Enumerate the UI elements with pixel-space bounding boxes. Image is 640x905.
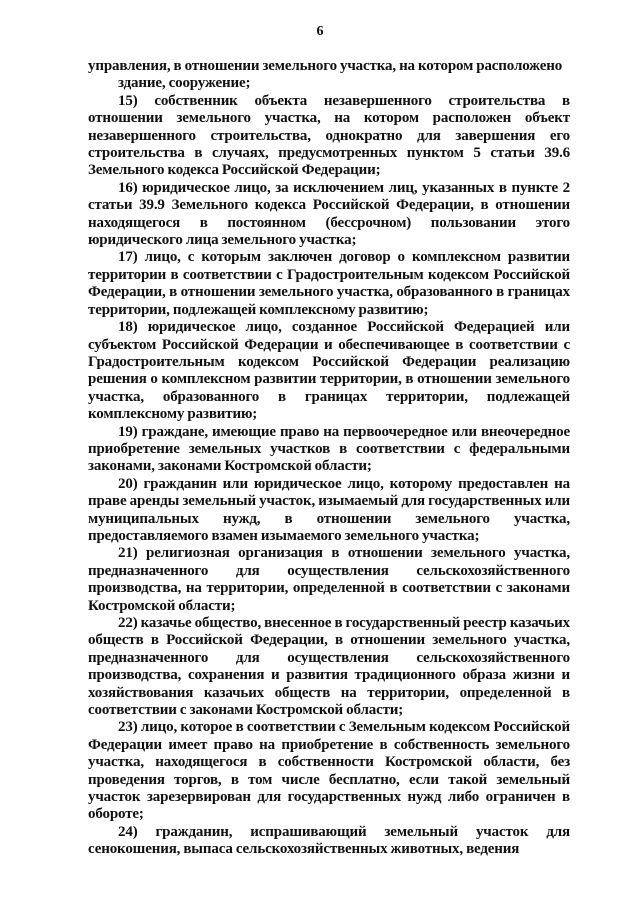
paragraph-item-18: 18) юридическое лицо, созданное Российской Федерацией или субъектом Российской Федерации и обеспечивающее в соответствии с Градостроительным кодексом Российской Федерации реализацию решения о комплексном развитии территории, в отношении земельного участка, образованного в границах территории, подлежащей комплексному развитию; (88, 319, 570, 423)
paragraph-item-23: 23) лицо, которое в соответствии с Земельным кодексом Российской Федерации имеет право на приобретение в собственность земельного участка, находящегося в собственности Костромской области, без проведения торгов, в том числе бесплатно, если такой земельный участок зарезервирован для государственных нужд либо ограничен в обороте; (88, 719, 570, 823)
paragraph-item-21: 21) религиозная организация в отношении земельного участка, предназначенного для осуществления сельскохозяйственного производства, на территории, определенной в соответствии с законами Костромской области; (88, 545, 570, 614)
paragraph-item-16: 16) юридическое лицо, за исключением лиц, указанных в пункте 2 статьи 39.9 Земельного кодекса Российской Федерации, в отношении находящегося в постоянном (бессрочном) пользовании этого юридического лица земельного участка; (88, 179, 570, 249)
paragraph-item-22: 22) казачье общество, внесенное в государственный реестр казачьих обществ в Российской Федерации, в отношении земельного участка, предназначенного для осуществления сельскохозяйственного производства, сохранения и развития традиционного образа жизни и хозяйствования казачьих обществ на территории, определенной в соответствии с законами Костромской области; (88, 615, 570, 719)
paragraph-continuation (88, 58, 570, 93)
paragraph-item-17: 17) лицо, с которым заключен договор о комплексном развитии территории в соответствии с Градостроительным кодексом Российской Федерации, в отношении земельного участка, образованного в границах территории, подлежащей комплексному развитию; (88, 249, 570, 318)
paragraph-item-15: 15) собственник объекта незавершенного строительства в отношении земельного участка, на котором расположен объект незавершенного строительства, однократно для завершения его строительства в случаях, предусмотренных пунктом 5 статьи 39.6 Земельного кодекса Российской Федерации; (88, 92, 570, 179)
document-body (88, 58, 570, 859)
paragraph-continuation-line1: управления, в отношении земельного участка, на котором расположено (88, 58, 563, 74)
page-number: 6 (316, 24, 324, 39)
paragraph-item-24: 24) гражданин, испрашивающий земельный участок для сенокошения, выпаса сельскохозяйственных животных, ведения (88, 823, 570, 858)
paragraph-continuation-line2: здание, сооружение; (118, 75, 251, 92)
paragraph-item-20: 20) гражданин или юридическое лицо, которому предоставлен на праве аренды земельный участок, изымаемый для государственных или муниципальных нужд, в отношении земельного участка, предоставляемого взамен изымаемого земельного участка; (88, 475, 570, 544)
paragraph-item-19: 19) граждане, имеющие право на первоочередное или внеочередное приобретение земельных участков в соответствии с федеральными законами, законами Костромской области; (88, 423, 570, 475)
